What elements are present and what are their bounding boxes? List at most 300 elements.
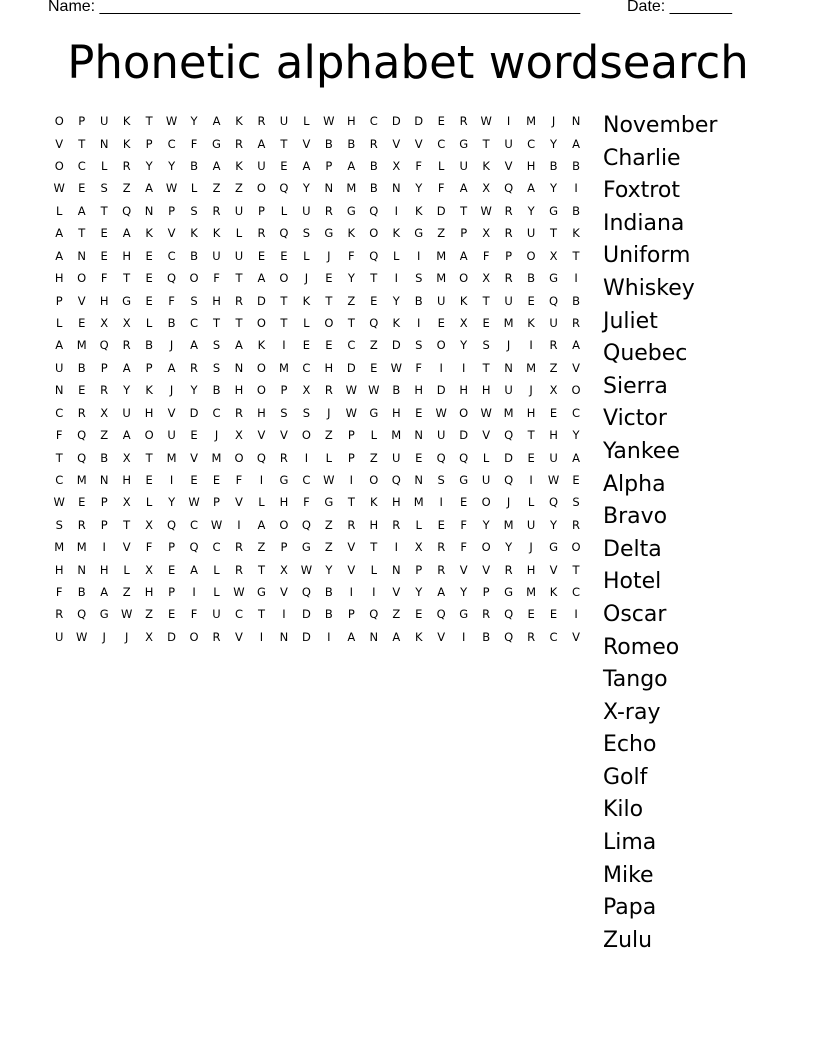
grid-letter: K (572, 226, 580, 241)
grid-row (48, 312, 587, 334)
grid-letter: C (302, 360, 311, 375)
grid-letter: A (572, 136, 580, 151)
grid-row (48, 379, 587, 401)
grid-letter: C (55, 472, 64, 487)
grid-letter: O (526, 248, 536, 263)
grid-letter: Y (168, 495, 176, 510)
grid-letter: R (257, 114, 266, 129)
grid-letter: L (325, 450, 333, 465)
grid-letter: V (437, 629, 446, 644)
grid-letter: L (482, 450, 490, 465)
grid-letter: F (190, 136, 198, 151)
grid-letter: R (234, 136, 243, 151)
grid-letter: S (212, 338, 221, 353)
grid-letter: Z (392, 607, 401, 622)
grid-letter: L (56, 316, 63, 330)
grid-letter: T (145, 450, 153, 465)
letter-grid (48, 110, 587, 648)
grid-row (48, 357, 587, 379)
grid-letter: H (122, 248, 131, 263)
grid-letter: I (259, 629, 264, 644)
word-list-item: Delta (603, 536, 662, 562)
grid-letter: G (324, 495, 334, 510)
grid-letter: U (504, 293, 513, 308)
grid-letter: A (459, 181, 468, 196)
grid-letter: E (549, 607, 558, 622)
grid-letter: T (460, 203, 468, 218)
grid-letter: N (99, 136, 109, 151)
grid-letter: N (279, 629, 289, 644)
grid-letter: I (417, 316, 421, 330)
grid-letter: I (327, 629, 331, 644)
grid-letter: H (122, 472, 131, 487)
grid-letter: P (55, 293, 63, 308)
grid-letter: E (167, 562, 176, 577)
grid-letter: Q (369, 248, 379, 263)
grid-letter: Z (212, 181, 221, 196)
grid-letter: B (369, 159, 378, 174)
grid-row (48, 536, 587, 558)
grid-letter: Y (325, 562, 333, 577)
grid-letter: Y (123, 383, 131, 398)
grid-letter: B (527, 271, 536, 286)
grid-letter: H (324, 360, 334, 375)
grid-letter: T (572, 562, 580, 577)
word-list-item: Papa (603, 895, 657, 921)
grid-row (48, 110, 587, 132)
grid-letter: Y (190, 114, 198, 129)
grid-letter: O (234, 450, 244, 465)
grid-letter: E (78, 495, 86, 510)
grid-letter: P (347, 607, 355, 622)
grid-letter: S (415, 271, 423, 286)
grid-letter: V (122, 540, 131, 555)
grid-letter: I (349, 472, 354, 487)
word-list-item: Tango (603, 667, 668, 693)
grid-letter: M (503, 405, 514, 420)
grid-letter: Q (504, 629, 514, 644)
grid-letter: X (482, 226, 491, 241)
grid-letter: D (257, 293, 266, 308)
grid-letter: A (527, 181, 536, 196)
grid-row (48, 603, 587, 625)
grid-letter: F (213, 271, 220, 286)
grid-letter: E (437, 316, 445, 330)
grid-letter: K (302, 293, 311, 308)
grid-letter: P (415, 562, 423, 577)
grid-letter: C (190, 517, 199, 532)
grid-letter: T (280, 136, 288, 151)
grid-letter: I (372, 585, 376, 600)
grid-letter: D (459, 428, 469, 443)
grid-letter: Q (504, 428, 514, 443)
grid-letter: X (100, 316, 109, 330)
grid-letter: U (99, 114, 109, 129)
grid-letter: E (280, 248, 288, 263)
grid-letter: T (527, 428, 535, 443)
grid-letter: J (102, 629, 106, 644)
grid-letter: R (234, 562, 243, 577)
grid-letter: F (100, 271, 108, 286)
grid-letter: B (347, 136, 356, 151)
grid-letter: L (393, 248, 400, 263)
grid-letter: B (145, 338, 154, 353)
grid-letter: V (279, 428, 288, 443)
grid-letter: Q (77, 607, 87, 622)
grid-letter: C (77, 159, 86, 174)
grid-letter: V (392, 585, 401, 600)
grid-letter: Q (369, 316, 379, 330)
grid-letter: E (78, 181, 86, 196)
grid-letter: G (256, 585, 266, 600)
grid-letter: N (99, 472, 109, 487)
grid-letter: F (437, 181, 445, 196)
word-list-item: Yankee (603, 438, 680, 464)
grid-letter: P (280, 540, 288, 555)
grid-row (48, 200, 587, 222)
grid-letter: X (302, 383, 311, 398)
grid-letter: H (414, 383, 424, 398)
grid-row (48, 446, 587, 468)
grid-row (48, 155, 587, 177)
grid-letter: A (190, 562, 198, 577)
grid-letter: D (504, 450, 514, 465)
grid-letter: U (504, 383, 513, 398)
grid-letter: D (436, 383, 446, 398)
grid-letter: W (188, 495, 200, 510)
word-list-item: Whiskey (603, 275, 695, 301)
grid-letter: T (325, 293, 333, 308)
grid-letter: H (99, 293, 109, 308)
grid-letter: C (167, 136, 176, 151)
grid-letter: E (415, 450, 423, 465)
grid-letter: T (235, 271, 243, 286)
grid-letter: V (190, 450, 198, 465)
grid-letter: Q (549, 495, 559, 510)
grid-letter: I (304, 450, 309, 465)
grid-letter: V (347, 562, 356, 577)
grid-letter: I (102, 540, 106, 555)
grid-letter: R (122, 159, 131, 174)
grid-letter: R (234, 293, 243, 308)
grid-letter: B (77, 585, 86, 600)
grid-letter: P (168, 203, 176, 218)
grid-letter: W (345, 383, 358, 398)
grid-letter: E (145, 472, 153, 487)
grid-letter: D (301, 629, 311, 644)
grid-letter: P (213, 495, 220, 510)
grid-letter: K (459, 293, 468, 308)
grid-letter: P (482, 585, 490, 600)
word-list-item: Foxtrot (603, 178, 680, 204)
grid-letter: O (77, 271, 87, 286)
grid-letter: M (211, 450, 222, 465)
grid-letter: P (257, 203, 265, 218)
grid-letter: P (78, 114, 86, 129)
grid-letter: G (212, 136, 221, 151)
grid-letter: G (549, 540, 558, 555)
grid-letter: G (414, 226, 424, 241)
grid-letter: L (303, 114, 310, 129)
grid-letter: F (482, 248, 490, 263)
grid-letter: Q (77, 450, 87, 465)
grid-letter: O (54, 159, 64, 174)
grid-letter: T (370, 540, 378, 555)
grid-letter: A (347, 159, 356, 174)
grid-letter: R (257, 226, 266, 241)
grid-letter: D (391, 114, 401, 129)
grid-letter: Q (189, 540, 199, 555)
grid-letter: P (168, 540, 176, 555)
grid-letter: V (504, 159, 513, 174)
grid-letter: C (437, 136, 446, 151)
word-list-item: November (603, 113, 718, 138)
grid-letter: P (168, 585, 176, 600)
grid-letter: F (168, 293, 175, 308)
grid-letter: A (190, 338, 198, 353)
grid-letter: U (549, 450, 558, 465)
grid-letter: G (301, 540, 311, 555)
grid-letter: J (327, 248, 331, 263)
grid-letter: K (370, 495, 378, 510)
grid-letter: G (459, 607, 469, 622)
grid-letter: Z (369, 338, 378, 353)
grid-letter: E (145, 271, 153, 286)
grid-letter: T (482, 293, 490, 308)
grid-letter: Q (77, 428, 87, 443)
grid-letter: O (436, 338, 446, 353)
grid-letter: R (504, 271, 513, 286)
grid-letter: H (391, 495, 401, 510)
grid-letter: E (370, 360, 378, 375)
grid-letter: F (190, 607, 198, 622)
grid-letter: U (55, 360, 64, 375)
grid-letter: P (460, 226, 468, 241)
grid-letter: X (549, 248, 558, 263)
grid-letter: X (235, 428, 243, 443)
name-field[interactable]: Name: ______________________________________________________ (48, 0, 581, 15)
grid-letter: A (122, 360, 131, 375)
grid-letter: I (439, 495, 443, 510)
grid-letter: M (436, 271, 447, 286)
grid-letter: M (346, 181, 357, 196)
grid-letter: T (347, 316, 355, 330)
grid-letter: J (169, 338, 174, 353)
grid-letter: B (572, 203, 580, 218)
grid-letter: L (235, 226, 243, 241)
grid-letter: K (190, 226, 198, 241)
grid-letter: H (54, 562, 64, 577)
grid-letter: L (280, 203, 288, 218)
grid-letter: O (256, 360, 266, 375)
grid-letter: Z (100, 428, 109, 443)
grid-letter: R (77, 517, 86, 532)
grid-letter: L (100, 159, 108, 174)
grid-letter: R (459, 114, 468, 129)
grid-letter: W (368, 383, 380, 398)
grid-letter: F (235, 472, 243, 487)
grid-letter: U (234, 203, 244, 218)
grid-letter: T (213, 316, 221, 330)
grid-letter: W (76, 629, 88, 644)
grid-letter: D (414, 114, 424, 129)
grid-letter: K (414, 203, 423, 218)
grid-letter: B (212, 383, 221, 398)
grid-letter: B (190, 159, 198, 174)
grid-letter: S (572, 495, 580, 510)
grid-letter: W (323, 472, 335, 487)
grid-letter: C (55, 405, 64, 420)
grid-letter: Y (415, 181, 423, 196)
grid-letter: K (235, 159, 243, 174)
grid-letter: P (280, 383, 288, 398)
grid-letter: O (571, 540, 581, 555)
grid-letter: R (77, 405, 86, 420)
grid-letter: Q (369, 607, 379, 622)
grid-letter: A (257, 271, 266, 286)
grid-letter: W (53, 495, 65, 510)
grid-letter: O (54, 114, 64, 129)
grid-letter: I (506, 114, 511, 129)
grid-letter: C (212, 405, 221, 420)
grid-letter: J (551, 114, 556, 129)
grid-letter: G (324, 226, 334, 241)
grid-letter: L (303, 248, 310, 263)
grid-letter: M (503, 316, 514, 330)
grid-letter: J (304, 271, 309, 286)
grid-letter: Y (168, 159, 176, 174)
grid-letter: B (324, 607, 333, 622)
grid-row (48, 177, 587, 199)
grid-letter: B (190, 248, 198, 263)
grid-letter: S (280, 405, 288, 420)
grid-letter: W (480, 114, 492, 129)
grid-letter: F (55, 585, 63, 600)
grid-letter: M (526, 585, 537, 600)
grid-letter: Z (122, 181, 131, 196)
word-list-item: Sierra (603, 373, 668, 399)
grid-letter: R (100, 383, 109, 398)
word-list-item: X-ray (603, 699, 661, 725)
grid-letter: N (77, 248, 86, 263)
grid-letter: Q (301, 517, 311, 532)
grid-letter: T (347, 495, 355, 510)
grid-letter: G (369, 405, 379, 420)
grid-letter: K (392, 226, 401, 241)
grid-letter: I (282, 607, 286, 622)
grid-row (48, 401, 587, 423)
grid-letter: P (100, 517, 108, 532)
grid-letter: Y (550, 517, 558, 532)
grid-letter: I (417, 248, 421, 263)
grid-letter: I (259, 472, 264, 487)
grid-letter: E (460, 495, 468, 510)
grid-letter: P (347, 428, 355, 443)
grid-letter: Q (301, 585, 311, 600)
grid-letter: P (325, 159, 333, 174)
word-list-item: Oscar (603, 601, 667, 627)
grid-letter: I (394, 203, 398, 218)
grid-letter: A (212, 114, 221, 129)
grid-letter: T (123, 271, 131, 286)
grid-letter: R (527, 629, 536, 644)
grid-letter: Q (504, 181, 514, 196)
grid-letter: F (415, 360, 423, 375)
grid-letter: A (100, 585, 109, 600)
grid-letter: J (506, 495, 511, 510)
grid-letter: X (145, 629, 154, 644)
grid-letter: H (526, 159, 536, 174)
grid-letter: S (190, 293, 198, 308)
grid-row (48, 469, 587, 491)
grid-letter: A (392, 629, 401, 644)
grid-letter: Z (324, 540, 333, 555)
grid-letter: U (122, 405, 131, 420)
date-field[interactable]: Date: _______ (627, 0, 732, 15)
grid-letter: T (145, 114, 153, 129)
grid-letter: O (256, 316, 266, 330)
grid-letter: I (529, 472, 533, 487)
grid-letter: R (572, 517, 581, 532)
grid-letter: Q (279, 226, 289, 241)
grid-row (48, 289, 587, 311)
grid-letter: Q (549, 293, 559, 308)
grid-letter: A (167, 360, 176, 375)
grid-letter: W (390, 360, 402, 375)
grid-letter: T (100, 203, 108, 218)
grid-letter: A (257, 517, 266, 532)
grid-letter: H (526, 405, 536, 420)
grid-letter: N (324, 181, 334, 196)
grid-letter: R (504, 226, 513, 241)
grid-letter: E (145, 293, 153, 308)
grid-letter: B (324, 136, 333, 151)
word-list-item: Hotel (603, 569, 662, 595)
grid-letter: E (325, 271, 333, 286)
grid-letter: M (54, 540, 65, 555)
grid-letter: K (212, 226, 221, 241)
grid-letter: Y (550, 181, 558, 196)
grid-letter: R (504, 562, 513, 577)
grid-letter: E (280, 159, 288, 174)
grid-letter: L (123, 562, 130, 577)
grid-letter: U (526, 226, 536, 241)
grid-letter: A (55, 338, 64, 353)
grid-letter: H (526, 562, 536, 577)
grid-letter: J (506, 338, 511, 353)
word-list-item: Charlie (603, 145, 681, 171)
grid-letter: L (213, 562, 220, 577)
grid-letter: C (549, 629, 558, 644)
grid-letter: C (234, 607, 243, 622)
grid-letter: A (77, 203, 86, 218)
grid-letter: O (369, 226, 379, 241)
grid-letter: Y (460, 338, 468, 353)
grid-letter: J (529, 383, 533, 398)
grid-letter: A (55, 248, 64, 263)
word-list-item: Victor (603, 406, 667, 432)
grid-letter: J (124, 629, 129, 644)
word-list-item: Bravo (603, 504, 668, 530)
grid-letter: K (145, 226, 153, 241)
grid-letter: H (234, 383, 244, 398)
grid-letter: V (302, 136, 311, 151)
grid-letter: M (76, 472, 87, 487)
grid-letter: R (122, 338, 131, 353)
grid-letter: I (394, 540, 398, 555)
grid-letter: V (482, 428, 491, 443)
grid-letter: I (529, 338, 533, 353)
